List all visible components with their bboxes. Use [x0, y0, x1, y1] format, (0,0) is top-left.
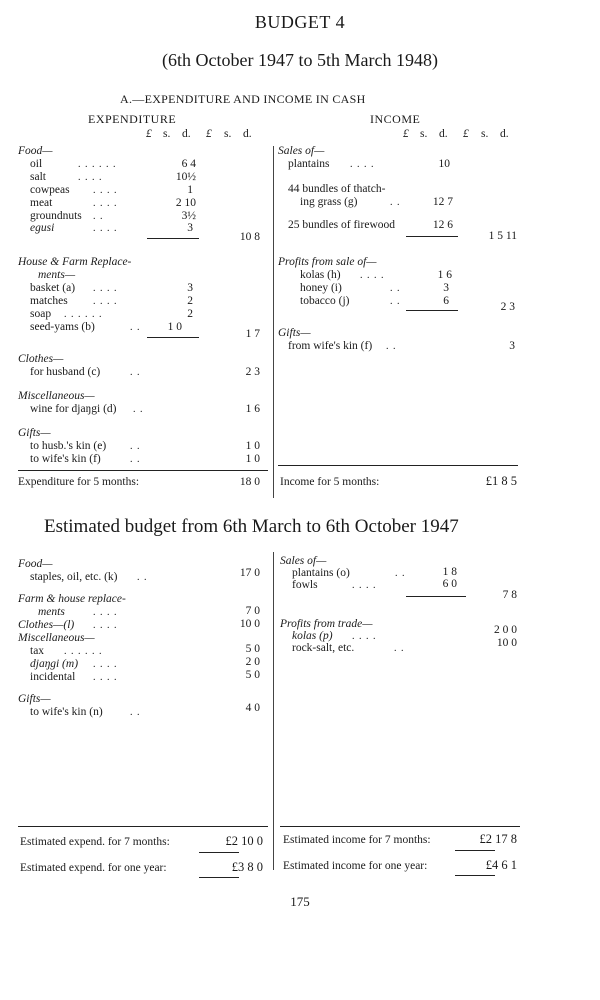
exp-cowpeas-value: 1	[187, 184, 193, 196]
inc-pound-col2: £	[463, 128, 469, 140]
exp-misc-heading: Miscellaneous—	[18, 390, 95, 402]
est-exp-year-label: Estimated expend. for one year:	[20, 862, 167, 874]
inc-firewood-value: 12 6	[432, 219, 453, 231]
est-inc-year-label: Estimated income for one year:	[283, 860, 428, 872]
est-inc-total7-label: Estimated income for 7 months:	[283, 834, 431, 846]
inc-firewood-label: 25 bundles of firewood	[288, 219, 395, 231]
est-inc-fowls-value: 6 0	[442, 578, 457, 590]
est-exp-staples-label: staples, oil, etc. (k)	[30, 571, 118, 583]
exp-husband-value: 2 3	[245, 366, 260, 378]
leader-dots: . .	[390, 197, 401, 208]
exp-pound-col2: £	[206, 128, 212, 140]
leader-dots: . . . .	[93, 283, 118, 294]
subtotal-rule	[406, 310, 458, 311]
subtotal-rule	[147, 238, 199, 239]
est-inc-kolas-label: kolas (p)	[292, 630, 333, 642]
exp-wine-label: wine for djaŋgi (d)	[30, 403, 117, 415]
est-inc-sales-heading: Sales of—	[280, 555, 327, 567]
inc-s-col1: s.	[420, 128, 428, 140]
est-inc-year-value: £4 6 1	[485, 858, 517, 872]
subtotal-rule	[147, 337, 199, 338]
leader-dots: . . . .	[93, 185, 118, 196]
est-exp-clothes-label: Clothes—(l)	[18, 619, 75, 631]
inc-thatch-value: 12 7	[432, 196, 453, 208]
exp-house-total: 1 7	[245, 328, 260, 340]
exp-food-total: 10 8	[239, 231, 260, 243]
exp-wine-value: 1 6	[245, 403, 260, 415]
inc-profits-heading: Profits from sale of—	[278, 256, 377, 268]
leader-dots: . . . . . .	[78, 159, 117, 170]
exp-salt-label: salt	[30, 171, 46, 183]
est-inc-kolas-value: 2 0 0	[494, 624, 517, 636]
underline-rule	[455, 875, 495, 876]
estimated-budget-heading: Estimated budget from 6th March to 6th October 1947	[44, 516, 459, 537]
est-exp-staples-value: 17 0	[239, 567, 260, 579]
exp-pound-col1: £	[146, 128, 152, 140]
leader-dots: . . . .	[93, 198, 118, 209]
exp-meat-label: meat	[30, 197, 53, 209]
leader-dots: . . . .	[93, 296, 118, 307]
leader-dots: . .	[130, 367, 141, 378]
exp-total-label: Expenditure for 5 months:	[18, 476, 140, 488]
exp-husband-label: for husband (c)	[30, 366, 101, 378]
underline-rule	[455, 850, 495, 851]
leader-dots: . . . .	[78, 172, 103, 183]
leader-dots: . .	[137, 572, 148, 583]
est-exp-total-rule	[18, 826, 268, 827]
leader-dots: . . . .	[360, 270, 385, 281]
exp-meat-value: 2 10	[175, 197, 196, 209]
leader-dots: . .	[130, 322, 141, 333]
est-inc-rocksalt-value: 10 0	[496, 637, 517, 649]
inc-honey-value: 3	[443, 282, 449, 294]
leader-dots: . .	[390, 283, 401, 294]
leader-dots: . . . .	[93, 620, 118, 631]
inc-kolas-value: 1 6	[437, 269, 452, 281]
leader-dots: . .	[390, 296, 401, 307]
est-column-divider	[273, 552, 274, 870]
est-exp-incidental-value: 5 0	[245, 669, 260, 681]
page-number: 175	[290, 894, 310, 909]
est-inc-plantains-label: plantains (o)	[292, 567, 350, 579]
underline-rule	[199, 877, 239, 878]
page-title: BUDGET 4	[254, 12, 346, 32]
exp-soap-label: soap	[30, 308, 52, 320]
exp-d-col1: d.	[182, 128, 191, 140]
est-exp-year-value: £3 8 0	[231, 860, 263, 874]
est-exp-farm-heading: Farm & house replace-	[18, 593, 126, 605]
exp-seedyams-label: seed-yams (b)	[30, 321, 95, 333]
leader-dots: . .	[133, 404, 144, 415]
est-exp-tax-value: 5 0	[245, 643, 260, 655]
est-inc-profits-heading: Profits from trade—	[280, 618, 373, 630]
exp-seedyams-value: 1 0	[167, 321, 182, 333]
inc-d-col1: d.	[439, 128, 448, 140]
leader-dots: . . . .	[350, 159, 375, 170]
est-exp-wife-kin-value: 4 0	[245, 702, 260, 714]
inc-pound-col1: £	[403, 128, 409, 140]
leader-dots: . .	[394, 643, 405, 654]
est-inc-sales-total: 7 8	[502, 589, 517, 601]
exp-husb-kin-label: to husb.'s kin (e)	[30, 440, 107, 452]
leader-dots: . .	[130, 441, 141, 452]
column-divider	[273, 146, 274, 498]
est-inc-fowls-label: fowls	[292, 579, 318, 591]
exp-s-col2: s.	[224, 128, 232, 140]
section-a-heading: A.—EXPENDITURE AND INCOME IN CASH	[120, 92, 366, 106]
exp-clothes-heading: Clothes—	[18, 353, 64, 365]
inc-sales-total: 1 5 11	[488, 230, 517, 242]
expenditure-heading: EXPENDITURE	[88, 112, 177, 126]
leader-dots: . .	[386, 341, 397, 352]
exp-soap-value: 2	[187, 308, 193, 320]
exp-oil-value: 6 4	[181, 158, 196, 170]
inc-sales-heading: Sales of—	[278, 145, 325, 157]
est-exp-djangi-label: djaŋgi (m)	[30, 658, 79, 670]
est-exp-farm-value: 7 0	[245, 605, 260, 617]
leader-dots: . .	[93, 211, 104, 222]
exp-wife-kin-value: 1 0	[245, 453, 260, 465]
est-exp-clothes-value: 10 0	[239, 618, 260, 630]
inc-plantains-label: plantains	[288, 158, 330, 170]
leader-dots: . . . .	[93, 672, 118, 683]
inc-honey-label: honey (i)	[300, 282, 342, 294]
exp-total-rule	[18, 470, 268, 471]
exp-d-col2: d.	[243, 128, 252, 140]
exp-basket-label: basket (a)	[30, 282, 76, 294]
exp-house-heading-2: ments—	[38, 269, 76, 281]
exp-egusi-value: 3	[187, 222, 193, 234]
est-inc-rocksalt-label: rock-salt, etc.	[292, 642, 355, 654]
inc-s-col2: s.	[481, 128, 489, 140]
est-exp-total7-label: Estimated expend. for 7 months:	[20, 836, 170, 848]
exp-salt-value: 10½	[175, 171, 196, 183]
exp-gifts-heading: Gifts—	[18, 427, 51, 439]
est-exp-farm-label-2: ments	[38, 606, 65, 618]
inc-profits-total: 2 3	[500, 301, 515, 313]
est-exp-gifts-heading: Gifts—	[18, 693, 51, 705]
inc-from-kin-label: from wife's kin (f)	[288, 340, 373, 352]
exp-total-value: 18 0	[239, 476, 260, 488]
exp-house-heading: House & Farm Replace-	[18, 256, 132, 268]
exp-oil-label: oil	[30, 158, 43, 170]
inc-thatch-label-2: ing grass (g)	[300, 196, 358, 208]
underline-rule	[199, 852, 239, 853]
inc-total-rule	[278, 465, 518, 466]
inc-tobacco-label: tobacco (j)	[300, 295, 350, 307]
exp-s-col1: s.	[163, 128, 171, 140]
inc-gifts-heading: Gifts—	[278, 327, 311, 339]
est-exp-tax-label: tax	[30, 645, 45, 657]
est-inc-total-rule	[280, 826, 520, 827]
est-inc-plantains-value: 1 8	[442, 566, 457, 578]
est-exp-total7-value: £2 10 0	[225, 834, 263, 848]
exp-husb-kin-value: 1 0	[245, 440, 260, 452]
est-exp-misc-heading: Miscellaneous—	[18, 632, 95, 644]
leader-dots: . . . . . .	[64, 646, 103, 657]
exp-egusi-label: egusi	[30, 222, 55, 234]
leader-dots: . . . .	[93, 223, 118, 234]
inc-kolas-label: kolas (h)	[300, 269, 341, 281]
inc-d-col2: d.	[500, 128, 509, 140]
exp-food-heading: Food—	[18, 145, 53, 157]
leader-dots: . . . .	[352, 631, 377, 642]
exp-matches-label: matches	[30, 295, 68, 307]
exp-groundnuts-value: 3½	[181, 210, 196, 222]
inc-total-label: Income for 5 months:	[280, 476, 380, 488]
leader-dots: . .	[130, 707, 141, 718]
est-exp-incidental-label: incidental	[30, 671, 76, 683]
exp-cowpeas-label: cowpeas	[30, 184, 70, 196]
inc-tobacco-value: 6	[443, 295, 449, 307]
leader-dots: . . . .	[352, 580, 377, 591]
est-exp-djangi-value: 2 0	[245, 656, 260, 668]
exp-groundnuts-label: groundnuts	[30, 210, 82, 222]
period-subtitle: (6th October 1947 to 5th March 1948)	[162, 50, 438, 70]
leader-dots: . .	[130, 454, 141, 465]
inc-total-value: £1 8 5	[485, 474, 517, 488]
est-inc-total7-value: £2 17 8	[479, 832, 517, 846]
exp-wife-kin-label: to wife's kin (f)	[30, 453, 101, 465]
inc-thatch-label: 44 bundles of thatch-	[288, 183, 386, 195]
inc-from-kin-value: 3	[509, 340, 515, 352]
est-exp-wife-kin-label: to wife's kin (n)	[30, 706, 103, 718]
inc-plantains-value: 10	[438, 158, 450, 170]
exp-basket-value: 3	[187, 282, 193, 294]
leader-dots: . .	[395, 568, 406, 579]
leader-dots: . . . .	[93, 607, 118, 618]
leader-dots: . . . .	[93, 659, 118, 670]
est-exp-food-heading: Food—	[18, 558, 53, 570]
leader-dots: . . . . . .	[64, 309, 103, 320]
exp-matches-value: 2	[187, 295, 193, 307]
subtotal-rule	[406, 236, 458, 237]
income-heading: INCOME	[370, 112, 421, 126]
